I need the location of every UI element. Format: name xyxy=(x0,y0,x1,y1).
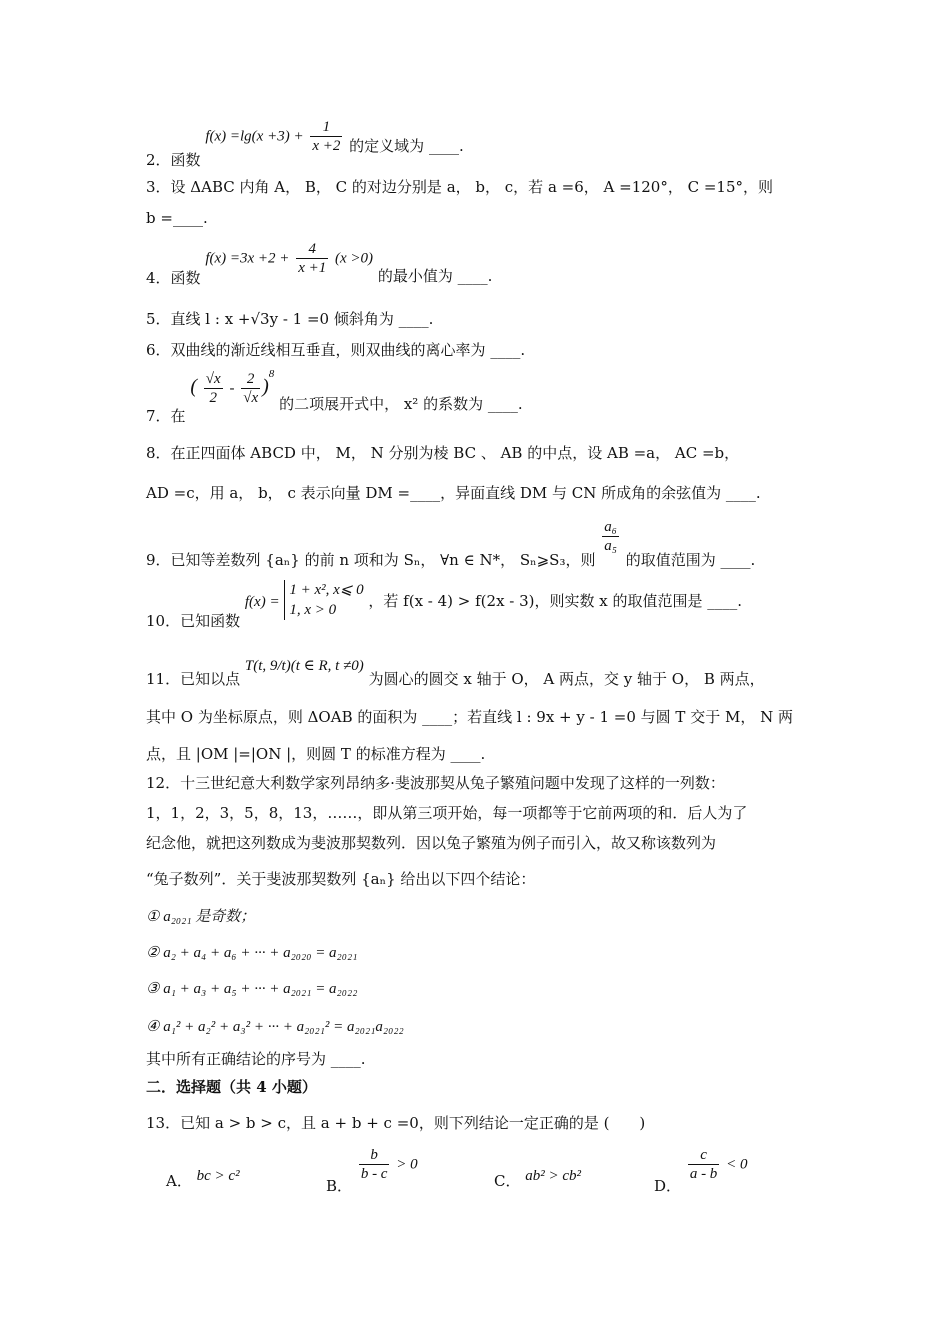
option-b[interactable] xyxy=(326,1146,418,1195)
q7-power: 8 xyxy=(268,367,275,380)
q7-f2-den: √x xyxy=(243,390,259,406)
question-9 xyxy=(146,512,820,569)
option-d-fraction xyxy=(688,1146,720,1183)
question-8-line2: AD =c，用 a， b， c 表示向量 DM =____，异面直线 DM 与 CN 所成角的余弦值为 ____. xyxy=(146,484,761,502)
question-11 xyxy=(146,658,820,691)
q10-piece-1: 1 + x², x⩽ 0 xyxy=(289,582,364,598)
q10-piecewise xyxy=(284,580,363,620)
q2-fraction xyxy=(310,118,342,155)
option-c-label: C． xyxy=(494,1172,521,1190)
option-b-label: B． xyxy=(326,1176,353,1195)
question-12-line3: 纪念他，就把这列数成为斐波那契数列．因以兔子繁殖为例子而引入，故又称该数列为 xyxy=(146,834,717,852)
q7-f1-den: 2 xyxy=(209,390,217,406)
question-6: 6．双曲线的渐近线相互垂直，则双曲线的离心率为 ____. xyxy=(146,341,526,359)
option-b-num: b xyxy=(359,1146,390,1165)
q7-minus: - xyxy=(229,380,235,397)
section-2-title: 二．选择题（共 4 小题） xyxy=(146,1078,317,1096)
option-d-relation: < 0 xyxy=(726,1156,748,1173)
question-2 xyxy=(146,118,820,169)
option-c-text: ab² > cb² xyxy=(525,1168,582,1184)
q7-fraction-2 xyxy=(241,370,260,407)
q9-head: 9．已知等差数列 {aₙ} 的前 n 项和为 Sₙ， ∀n ∈ N*， Sₙ⩾S₃，则 xyxy=(146,550,596,569)
q2-tail: 的定义域为 ____. xyxy=(349,136,464,155)
conclusion-4: ④ a₁² + a₂² + a₃² + ··· + a₂₀₂₁² = a₂₀₂₁a₂₀₂₂ xyxy=(146,1019,404,1035)
option-d-num: c xyxy=(688,1146,720,1165)
question-5: 5．直线 l : x +√3y - 1 =0 倾斜角为 ____. xyxy=(146,310,434,328)
q4-tail: 的最小值为 ____. xyxy=(377,266,493,285)
question-12-line4: “兔子数列”．关于斐波那契数列 {aₙ} 给出以下四个结论： xyxy=(146,870,536,888)
option-a[interactable] xyxy=(166,1170,240,1193)
question-13: 13．已知 a > b > c，且 a + b + c =0，则下列结论一定正确的是 ( ) xyxy=(146,1114,646,1132)
question-3-line2: b =____. xyxy=(146,209,208,227)
option-d-den: a - b xyxy=(689,1166,718,1182)
option-d[interactable] xyxy=(654,1146,748,1195)
q7-label: 7．在 xyxy=(146,406,186,425)
question-4 xyxy=(146,240,820,287)
q11-line1-tail: 为圆心的圆交 x 轴于 O， A 两点，交 y 轴于 O， B 两点， xyxy=(368,670,765,688)
q9-tail: 的取值范围为 ____. xyxy=(625,550,756,569)
conclusion-1: ① a₂₀₂₁ 是奇数； xyxy=(146,909,256,925)
option-a-label: A． xyxy=(166,1172,192,1190)
q11-head: 11．已知以点 xyxy=(146,670,241,688)
q2-formula: f(x) =lg(x +3) + xyxy=(205,128,304,145)
question-11-line2: 其中 O 为坐标原点，则 ΔOAB 的面积为 ____；若直线 l : 9x + y - 1 =0 与圆 T 交于 M， N 两 xyxy=(146,708,793,726)
question-11-line3: 点，且 |OM |=|ON |，则圆 T 的标准方程为 ____. xyxy=(146,745,486,763)
q4-condition: (x >0) xyxy=(335,250,374,267)
option-b-relation: > 0 xyxy=(396,1156,418,1173)
question-10 xyxy=(146,580,820,630)
option-b-fraction xyxy=(359,1146,390,1183)
q7-f1-num: √x xyxy=(205,371,221,387)
q10-lhs: f(x) = xyxy=(244,594,280,610)
q4-formula: f(x) =3x +2 + xyxy=(205,250,290,267)
q4-frac-num: 4 xyxy=(296,240,328,259)
q7-tail: 的二项展开式中， x² 的系数为 ____. xyxy=(279,394,523,413)
q10-tail: ，若 f(x - 4) > f(2x - 3)，则实数 x 的取值范围是 ____. xyxy=(368,592,743,610)
question-12-line2: 1，1，2，3，5，8，13，……，即从第三项开始，每一项都等于它前两项的和．后人为了 xyxy=(146,804,748,822)
option-c[interactable] xyxy=(494,1170,581,1193)
question-7: 7．在 ( $\frac{√x}{2}$ - $\frac{2}{√x}$ )$^8$ 的二项展开式中， x² 的系数为 ____. xyxy=(146,367,523,425)
q9-fraction xyxy=(602,518,619,555)
option-d-label: D． xyxy=(654,1176,682,1195)
question-8: 8．在正四面体 ABCD 中， M， N 分别为棱 BC 、 AB 的中点，设 AB =a， AC =b， xyxy=(146,444,740,462)
question-12-ask: 其中所有正确结论的序号为 ____. xyxy=(146,1050,366,1068)
option-a-text: bc > c² xyxy=(196,1168,240,1184)
q7-fraction-1 xyxy=(204,370,223,407)
q10-piece-2: 1, x > 0 xyxy=(289,602,337,618)
conclusion-3: ③ a₁ + a₃ + a₅ + ··· + a₂₀₂₁ = a₂₀₂₂ xyxy=(146,981,358,997)
q2-label: 2．函数 xyxy=(146,150,201,169)
question-12: 12．十三世纪意大利数学家列昂纳多·斐波那契从兔子繁殖问题中发现了这样的一列数： xyxy=(146,774,725,792)
q9-frac-den: a₅ xyxy=(604,538,617,554)
q11-point: T(t, 9/t)(t ∈ R, t ≠0) xyxy=(244,658,364,674)
q2-frac-num: 1 xyxy=(310,118,342,137)
q10-label: 10．已知函数 xyxy=(146,612,241,630)
option-b-den: b - c xyxy=(360,1166,388,1182)
question-3: 3．设 ΔABC 内角 A， B， C 的对边分别是 a， b， c，若 a =6， A =120°， C =15°，则 xyxy=(146,178,774,196)
q4-fraction xyxy=(296,240,328,277)
q7-f2-num: 2 xyxy=(241,370,260,389)
q9-frac-num: a₆ xyxy=(604,519,617,535)
conclusion-2: ② a₂ + a₄ + a₆ + ··· + a₂₀₂₀ = a₂₀₂₁ xyxy=(146,945,358,961)
q4-frac-den: x +1 xyxy=(298,260,327,276)
q4-label: 4．函数 xyxy=(146,268,201,287)
q2-frac-den: x +2 xyxy=(312,138,341,154)
